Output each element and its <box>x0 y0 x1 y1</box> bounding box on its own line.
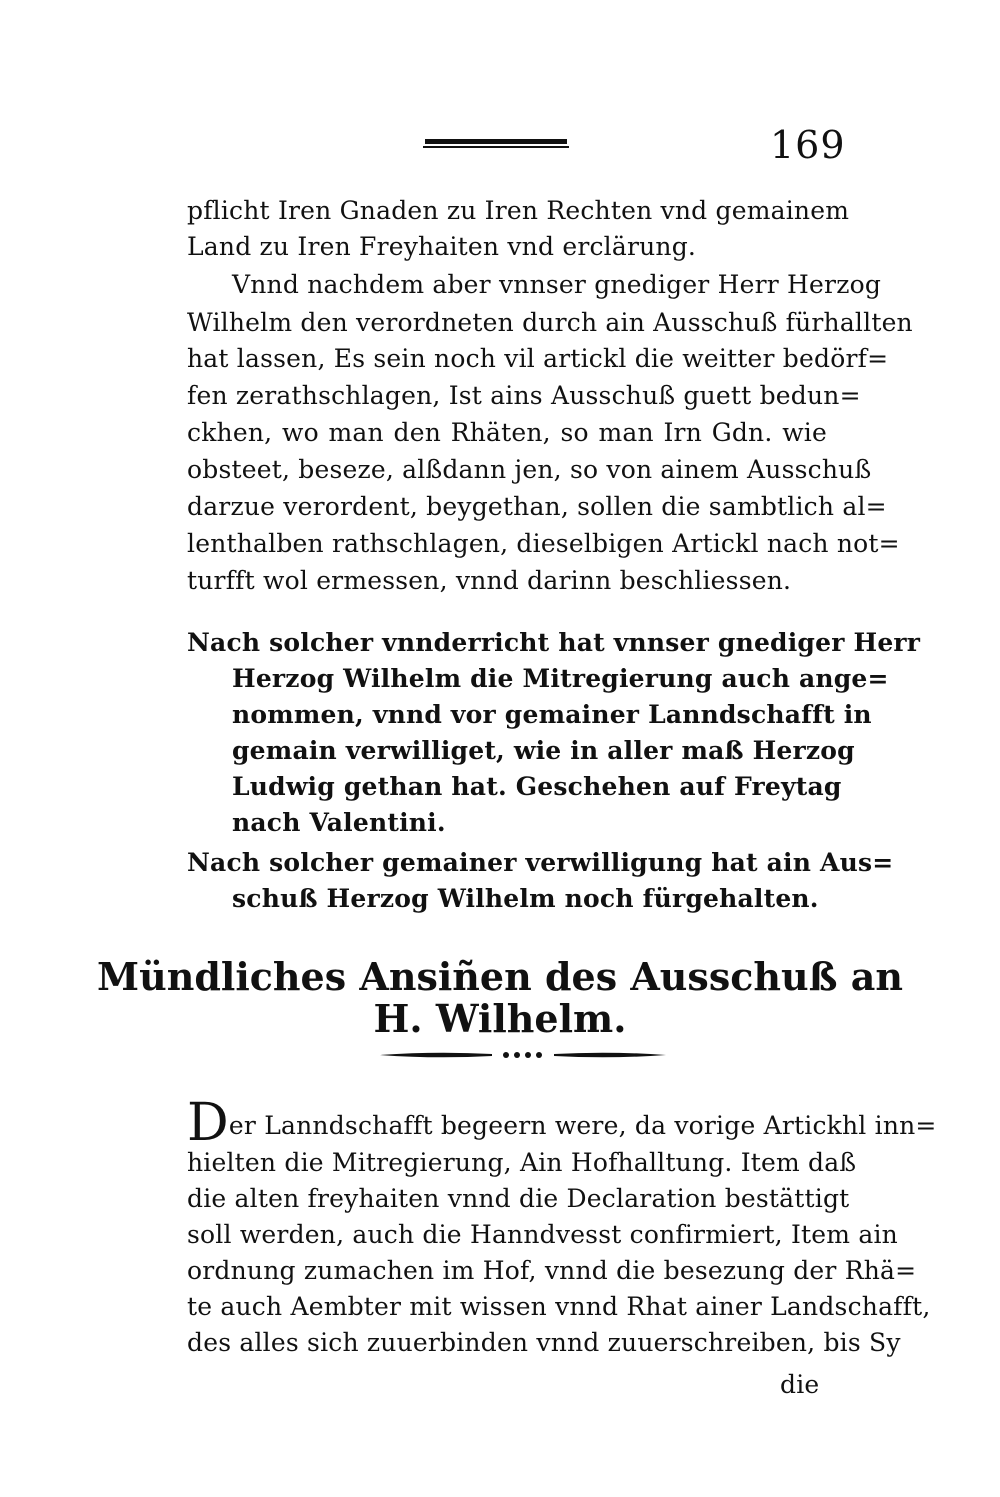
text-line: fen zerathschlagen, Ist ains Ausschuß guett bedun= <box>187 381 861 410</box>
bold-text-line: Nach solcher vnnderricht hat vnnser gnediger Herr <box>187 628 921 657</box>
drop-capital: D <box>187 1093 229 1153</box>
bold-text-line: schuß Herzog Wilhelm noch fürgehalten. <box>232 884 819 913</box>
text-line: hielten die Mitregierung, Ain Hofhalltung. Item daß <box>187 1148 857 1177</box>
section-heading: H. Wilhelm. <box>373 996 627 1041</box>
text-line: pflicht Iren Gnaden zu Iren Rechten vnd gemainem <box>187 196 850 225</box>
text-line: Wilhelm den verordneten durch ain Ausschuß fürhallten <box>187 308 913 337</box>
text-line: turfft wol ermessen, vnnd darinn beschliessen. <box>187 566 792 595</box>
bold-text-line: gemain verwilliget, wie in aller maß Herzog <box>232 736 855 765</box>
text-line: obsteet, beseze, alßdann jen, so von ainem Ausschuß <box>187 455 872 484</box>
text-line-rest: er Lanndschafft begeern were, da vorige Artickhl inn= <box>228 1111 937 1140</box>
bold-text-line: nach Valentini. <box>232 808 446 837</box>
text-line: Land zu Iren Freyhaiten vnd erclärung. <box>187 232 697 261</box>
text-line: ordnung zumachen im Hof, vnnd die besezung der Rhä= <box>187 1256 917 1285</box>
text-line: darzue verordent, beygethan, sollen die sambtlich al= <box>187 492 887 521</box>
bold-text-line: Nach solcher gemainer verwilligung hat ain Aus= <box>187 848 894 877</box>
text-line: ckhen, wo man den Rhäten, so man Irn Gdn. wie <box>187 418 827 447</box>
catchword: die <box>780 1370 820 1399</box>
text-line <box>187 1093 937 1153</box>
page-number: 169 <box>770 123 846 167</box>
header-rule <box>423 137 571 149</box>
text-line: te auch Aembter mit wissen vnnd Rhat ainer Landschafft, <box>187 1292 931 1321</box>
text-line: lenthalben rathschlagen, dieselbigen Artickl nach not= <box>187 529 900 558</box>
text-line: hat lassen, Es sein noch vil artickl die weitter bedörf= <box>187 344 889 373</box>
text-line: die alten freyhaiten vnnd die Declaration bestättigt <box>187 1184 850 1213</box>
bold-text-line: nommen, vnnd vor gemainer Lanndschafft in <box>232 700 872 729</box>
text-line: Vnnd nachdem aber vnnser gnediger Herr Herzog <box>232 270 882 299</box>
bold-text-line: Ludwig gethan hat. Geschehen auf Freytag <box>232 772 842 801</box>
text-line: soll werden, auch die Hanndvesst confirmiert, Item ain <box>187 1220 898 1249</box>
bold-text-line: Herzog Wilhelm die Mitregierung auch ange= <box>232 664 889 693</box>
section-heading: Mündliches Ansiñen des Ausschuß an <box>97 954 903 999</box>
text-line: des alles sich zuuerbinden vnnd zuuerschreiben, bis Sy <box>187 1328 901 1357</box>
ornament-rule <box>380 1048 666 1062</box>
